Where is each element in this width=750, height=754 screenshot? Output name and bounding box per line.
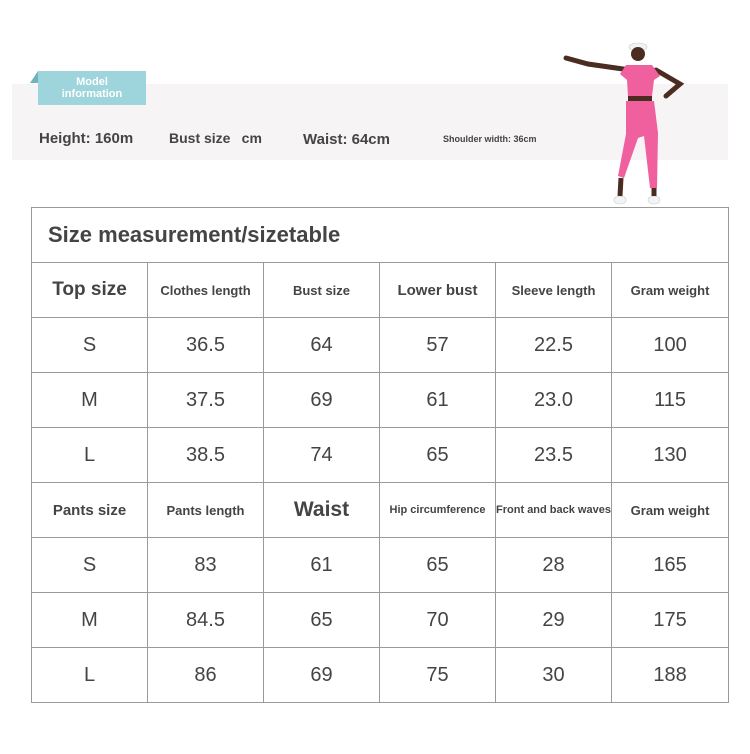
cell: 38.5: [148, 428, 264, 483]
header-pants-gram-weight: Gram weight: [612, 483, 729, 538]
size-table: [31, 207, 729, 703]
cell: 69: [264, 648, 380, 703]
cell: 86: [148, 648, 264, 703]
cell: 37.5: [148, 373, 264, 428]
model-height: Height: 160m: [39, 130, 134, 147]
table-title-row: [32, 208, 729, 263]
header-sleeve-length: Sleeve length: [496, 263, 612, 318]
cell: S: [32, 538, 148, 593]
top-header-row: [32, 263, 729, 318]
cell: 29: [496, 593, 612, 648]
model-tag-line2: information: [61, 88, 123, 100]
cell: 65: [264, 593, 380, 648]
cell: 75: [380, 648, 496, 703]
cell: 61: [264, 538, 380, 593]
table-row: [32, 538, 729, 593]
model-bust: Bust sizecm: [169, 130, 262, 146]
cell: 65: [380, 428, 496, 483]
cell: 115: [612, 373, 729, 428]
table-row: [32, 318, 729, 373]
model-waist: Waist: 64cm: [303, 131, 390, 148]
cell: 23.0: [496, 373, 612, 428]
cell: 30: [496, 648, 612, 703]
cell: 188: [612, 648, 729, 703]
header-gram-weight: Gram weight: [612, 263, 729, 318]
table-title: Size measurement/sizetable: [32, 208, 729, 263]
cell: 84.5: [148, 593, 264, 648]
cell: 28: [496, 538, 612, 593]
model-tag-line1: Model: [76, 76, 108, 88]
pants-header-row: [32, 483, 729, 538]
table-row: [32, 648, 729, 703]
cell: L: [32, 648, 148, 703]
table-row: [32, 428, 729, 483]
cell: M: [32, 593, 148, 648]
header-pants-length: Pants length: [148, 483, 264, 538]
header-clothes-length: Clothes length: [148, 263, 264, 318]
model-tag-fold: [30, 71, 38, 83]
model-photo: [558, 38, 688, 208]
model-info-tag: [38, 71, 146, 105]
header-waist: Waist: [264, 483, 380, 538]
table-row: [32, 373, 729, 428]
table-row: [32, 593, 729, 648]
cell: 74: [264, 428, 380, 483]
cell: M: [32, 373, 148, 428]
cell: 65: [380, 538, 496, 593]
cell: 23.5: [496, 428, 612, 483]
header-pants-size: Pants size: [32, 483, 148, 538]
cell: 64: [264, 318, 380, 373]
cell: 83: [148, 538, 264, 593]
cell: 70: [380, 593, 496, 648]
cell: 36.5: [148, 318, 264, 373]
cell: L: [32, 428, 148, 483]
header-top-size: Top size: [32, 263, 148, 318]
header-hip-circumference: Hip circumference: [380, 483, 496, 538]
cell: 69: [264, 373, 380, 428]
header-lower-bust: Lower bust: [380, 263, 496, 318]
cell: 130: [612, 428, 729, 483]
cell: 61: [380, 373, 496, 428]
cell: S: [32, 318, 148, 373]
cell: 165: [612, 538, 729, 593]
header-front-back-waves: Front and back waves: [496, 483, 612, 538]
model-shoulder: Shoulder width: 36cm: [443, 134, 537, 144]
cell: 22.5: [496, 318, 612, 373]
cell: 175: [612, 593, 729, 648]
cell: 100: [612, 318, 729, 373]
cell: 57: [380, 318, 496, 373]
header-bust-size: Bust size: [264, 263, 380, 318]
